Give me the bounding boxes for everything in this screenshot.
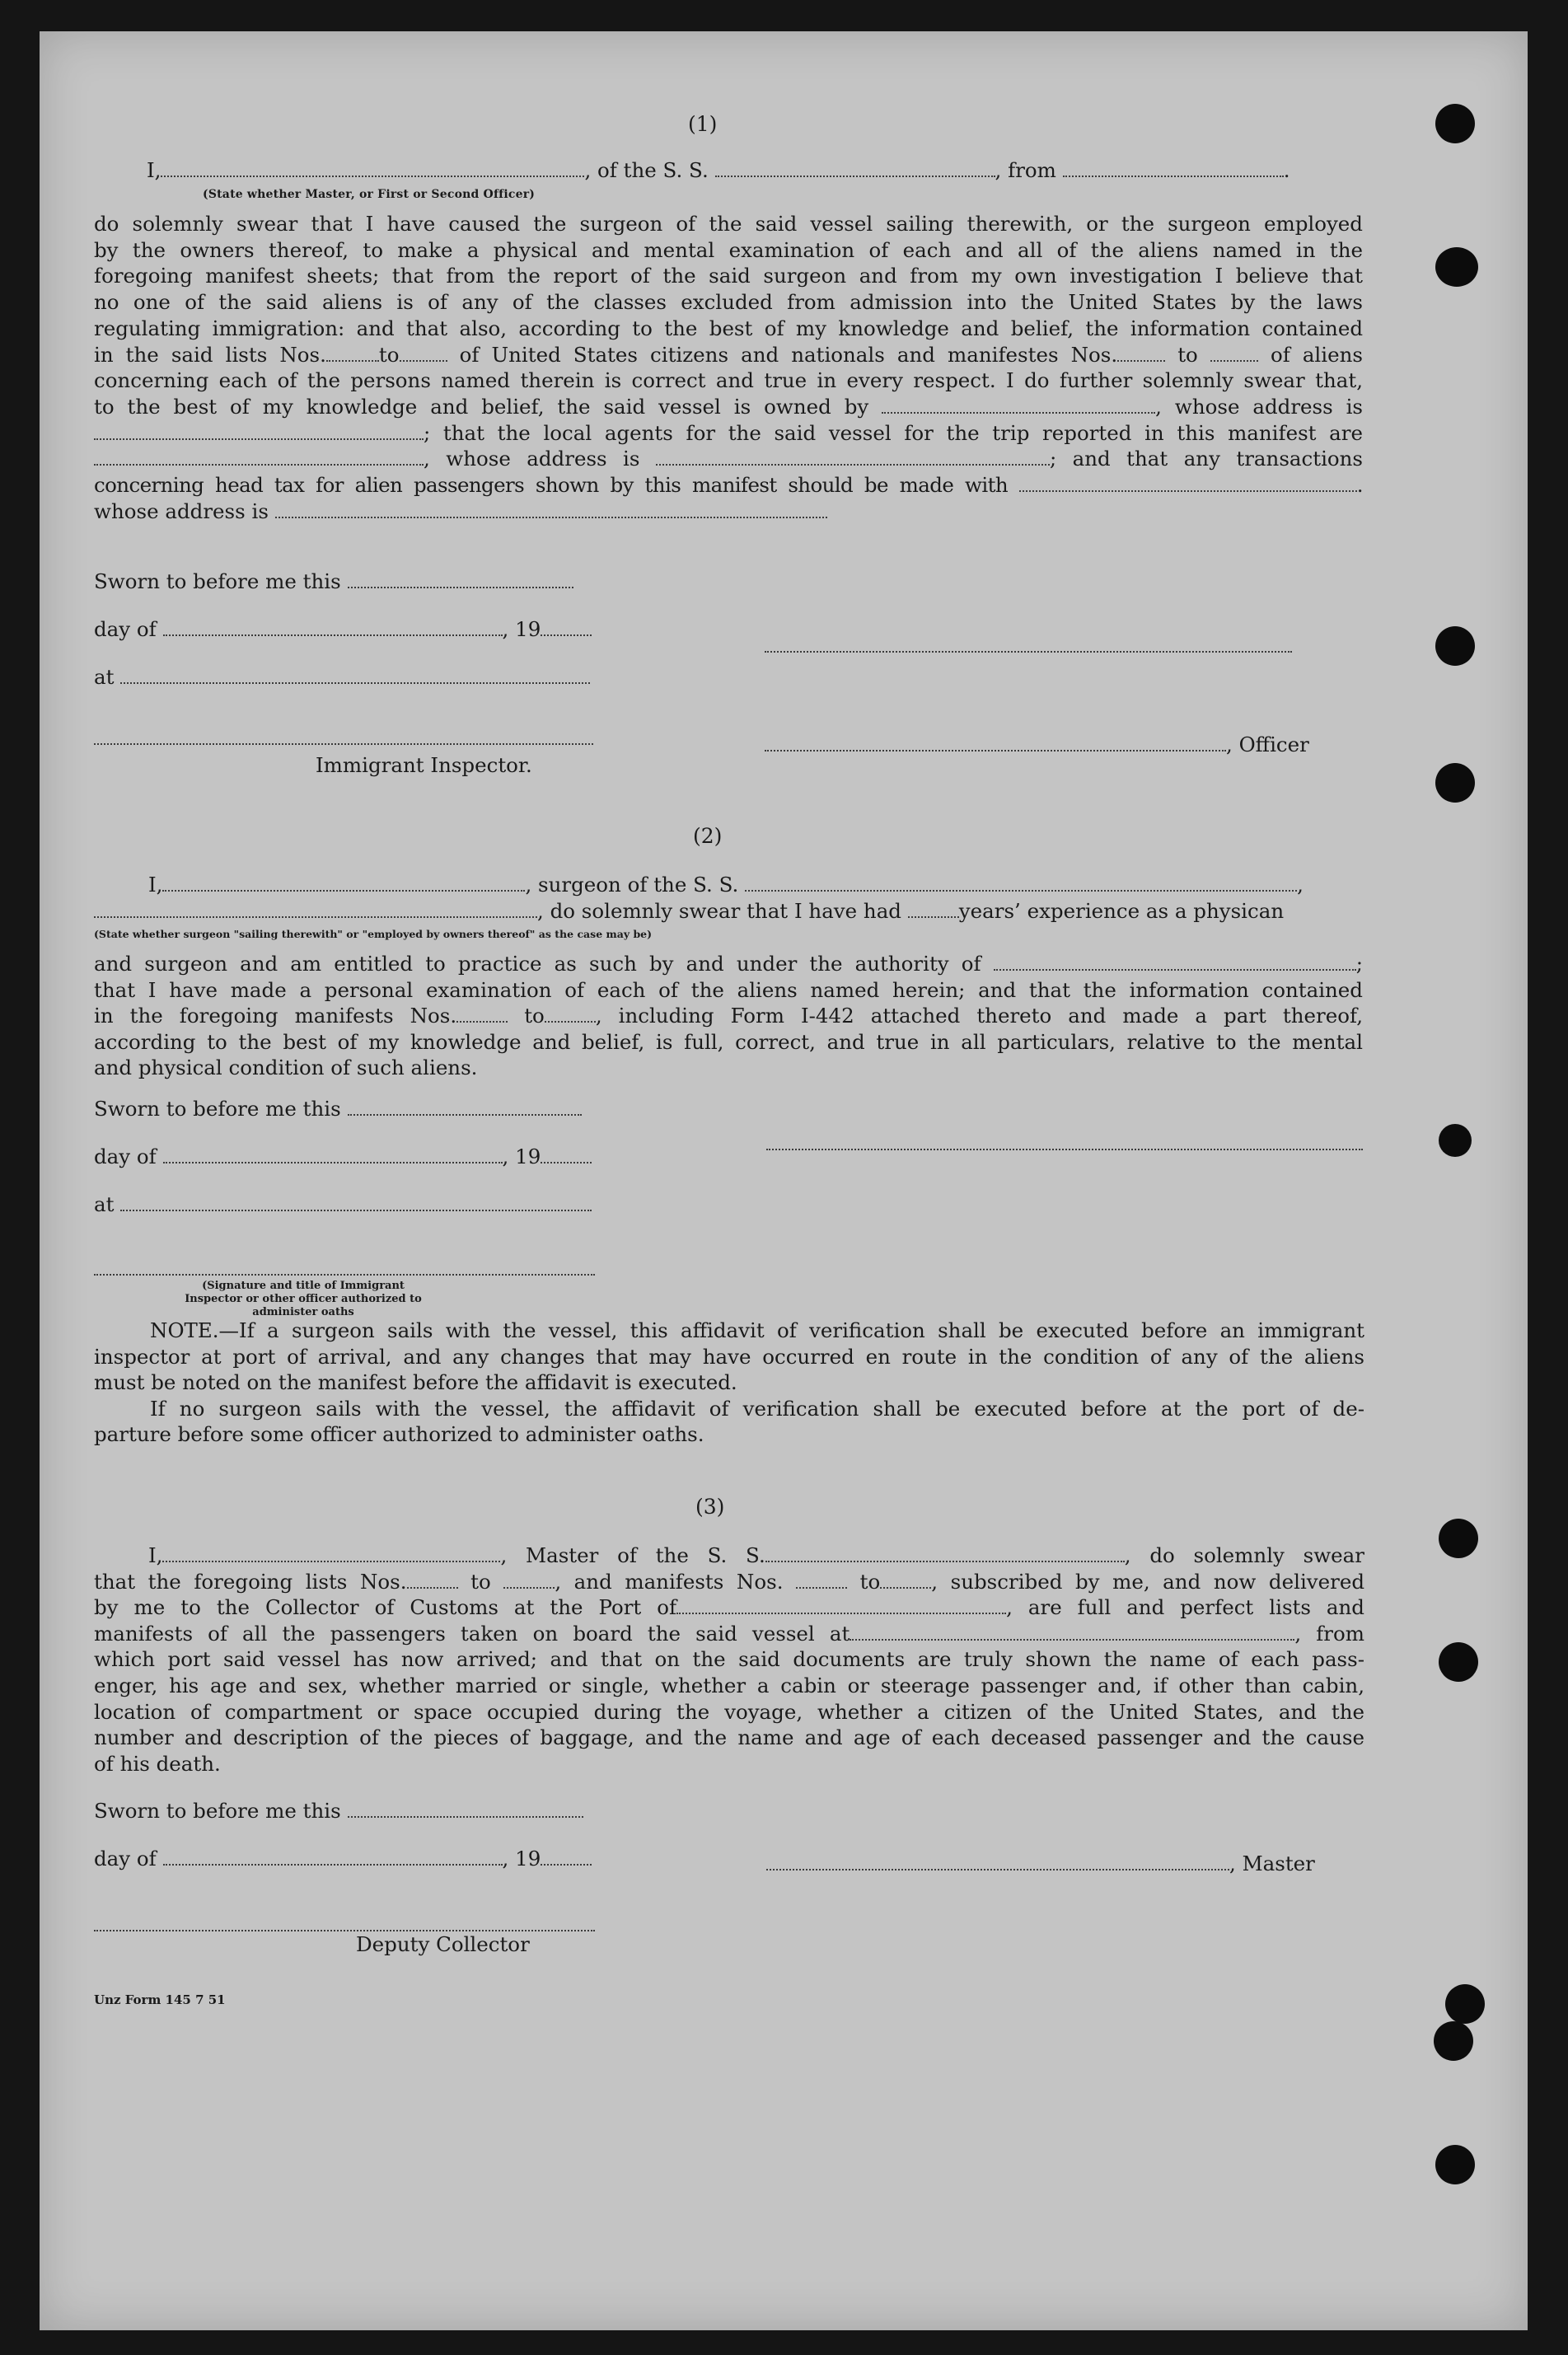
- section-3-day: [94, 1846, 592, 1872]
- para-line: number and description of the pieces of baggage, and the name and age of each deceased passenger and the cause: [94, 1725, 1364, 1750]
- text: , including Form I-442 attached thereto and made a part thereof,: [595, 1004, 1363, 1028]
- punch-hole: [1445, 1984, 1485, 2024]
- blank-master-signature[interactable]: [766, 1851, 1229, 1870]
- blank-year[interactable]: [541, 1144, 592, 1163]
- section-2-line1: [148, 872, 1304, 898]
- section-3-number: (3): [695, 1495, 725, 1519]
- para-line-authority: [94, 951, 1363, 977]
- para-line: of his death.: [94, 1751, 221, 1776]
- punch-hole: [1435, 104, 1475, 143]
- blank-sworn-day[interactable]: [348, 1096, 582, 1116]
- section-2-paragraph: [94, 951, 1363, 1081]
- punch-hole: [1435, 247, 1478, 287]
- text: .: [1356, 473, 1363, 498]
- para-line: and physical condition of such aliens.: [94, 1056, 478, 1080]
- para-line: foregoing manifest sheets; that from the report of the said surgeon and from my own investigation I believe that: [94, 264, 1363, 288]
- signature-line-officer-top[interactable]: [765, 651, 1292, 653]
- para-line-master: [94, 1543, 1364, 1569]
- blank-list-from[interactable]: [407, 1569, 458, 1589]
- section-2-sworn: [94, 1096, 582, 1122]
- text: I,: [148, 1543, 163, 1567]
- note-line: parture before some officer authorized to administer oaths.: [94, 1422, 704, 1447]
- text: to: [378, 342, 400, 367]
- blank-manifest-from[interactable]: [1117, 342, 1165, 362]
- text: , and manifests Nos.: [555, 1569, 784, 1594]
- para-line-board: [94, 1621, 1364, 1647]
- section-1-sworn: [94, 569, 573, 595]
- section-2-at: [94, 1192, 592, 1218]
- text: , of the S. S.: [584, 158, 709, 182]
- blank-year[interactable]: [541, 1846, 592, 1866]
- text: .: [1283, 158, 1290, 182]
- section-2-line2: [94, 898, 1284, 925]
- blank-list-to[interactable]: [503, 1569, 555, 1589]
- blank-manifest-to[interactable]: [1210, 342, 1258, 362]
- blank-list-from[interactable]: [326, 342, 379, 362]
- text: , Master of the S. S.: [500, 1543, 765, 1567]
- para-line: by the owners thereof, to make a physical and mental examination of each and all of the aliens named in the: [94, 237, 1363, 262]
- punch-hole: [1439, 1124, 1472, 1157]
- text: , Officer: [1226, 733, 1309, 756]
- section-1-day: [94, 616, 592, 643]
- para-line-owned: [94, 394, 1363, 420]
- note-paragraph: [94, 1318, 1364, 1448]
- section-1-caption: (State whether Master, or First or Second Officer): [203, 188, 536, 201]
- para-line-nos: [94, 342, 1363, 368]
- blank-manifest-to[interactable]: [545, 1003, 596, 1023]
- blank-manifest-to[interactable]: [880, 1569, 931, 1589]
- punch-hole: [1439, 1642, 1478, 1682]
- text: to: [524, 1004, 545, 1028]
- para-line-agents: [94, 420, 1363, 447]
- text: ;: [1355, 952, 1363, 976]
- blank-port[interactable]: [676, 1594, 1006, 1614]
- para-line: do solemnly swear that I have caused the surgeon of the said vessel sailing therewith, or the surgeon employed: [94, 212, 1363, 236]
- blank-headtax-party[interactable]: [1019, 472, 1357, 492]
- section-2-sig-caption: (Signature and title of Immigrant Inspector or other officer authorized to administer oaths: [185, 1280, 422, 1318]
- section-1-at: [94, 664, 590, 691]
- text: , 19: [502, 1145, 541, 1168]
- blank-surgeon-name[interactable]: [162, 872, 525, 892]
- section-1-number: (1): [688, 112, 718, 136]
- signature-line-inspector[interactable]: [94, 743, 593, 745]
- text: , 19: [502, 617, 541, 641]
- para-line-manifests: [94, 1003, 1363, 1029]
- blank-master-name[interactable]: [162, 1543, 500, 1562]
- note-line: NOTE.—If a surgeon sails with the vessel, this affidavit of verification shall be executed before an immigrant: [150, 1318, 1364, 1342]
- text: , surgeon of the S. S.: [525, 873, 739, 897]
- blank-surgeon-status[interactable]: [94, 898, 537, 918]
- text: at: [94, 1192, 115, 1216]
- section-3-paragraph: [94, 1543, 1364, 1777]
- blank-headtax-address[interactable]: [275, 499, 827, 518]
- section-2-caption: (State whether surgeon "sailing therewith" or "employed by owners thereof" as the case may be): [94, 928, 653, 940]
- blank-master-vessel[interactable]: [765, 1543, 1125, 1562]
- text: day of: [94, 1145, 157, 1168]
- blank-day-month[interactable]: [163, 616, 503, 636]
- para-line: enger, his age and sex, whether married or single, whether a cabin or steerage passenger and, if other than cabin,: [94, 1673, 1364, 1697]
- immigrant-inspector-label: Immigrant Inspector.: [316, 753, 532, 777]
- blank-year[interactable]: [541, 616, 592, 636]
- text: day of: [94, 1847, 157, 1870]
- text: , whose address is: [1155, 394, 1363, 419]
- text: , from: [1294, 1621, 1364, 1646]
- punch-hole: [1435, 2145, 1475, 2184]
- section-1-line-officer: [147, 157, 1290, 184]
- punch-hole: [1439, 1519, 1478, 1558]
- blank-manifest-from[interactable]: [456, 1003, 508, 1023]
- text: , do solemnly swear: [1124, 1543, 1364, 1567]
- blank-day-month[interactable]: [163, 1144, 503, 1163]
- blank-at-place[interactable]: [120, 1192, 592, 1211]
- blank-surgeon-vessel[interactable]: [745, 872, 1297, 892]
- blank-at-place[interactable]: [120, 664, 590, 684]
- text: by me to the Collector of Customs at the Port of: [94, 1595, 677, 1620]
- signature-line-deputy[interactable]: [94, 1930, 595, 1931]
- section-3-sworn: [94, 1798, 583, 1824]
- blank-agents-address[interactable]: [656, 446, 1050, 466]
- text: , do solemnly swear that I have had: [537, 899, 901, 923]
- signature-line-oath-officer[interactable]: [94, 1274, 595, 1276]
- form-sheet: [40, 31, 1528, 2330]
- para-line: according to the best of my knowledge and belief, is full, correct, and true in all particulars, relative to the mental: [94, 1029, 1363, 1054]
- para-line: concerning each of the persons named therein is correct and true in every respect. I do further solemnly swear that,: [94, 368, 1363, 393]
- note-line: must be noted on the manifest before the affidavit is executed.: [94, 1370, 737, 1395]
- text: that the foregoing lists Nos.: [94, 1569, 407, 1594]
- text: ; and that any transactions: [1049, 447, 1364, 471]
- text: ; that the local agents for the said vessel for the trip reported in this manifest are: [424, 420, 1363, 445]
- blank-manifest-from[interactable]: [796, 1569, 847, 1589]
- blank-sworn-day[interactable]: [348, 1798, 583, 1818]
- punch-hole: [1434, 2021, 1473, 2061]
- para-line: location of compartment or space occupied during the voyage, whether a citizen of the United States, and the: [94, 1699, 1364, 1724]
- blank-officer-signature[interactable]: [765, 732, 1226, 751]
- text: Sworn to before me this: [94, 1799, 341, 1823]
- para-line-whose: [94, 446, 1363, 472]
- text: , 19: [502, 1847, 541, 1870]
- blank-local-agents[interactable]: [94, 446, 424, 466]
- text: , are full and perfect lists and: [1006, 1595, 1364, 1620]
- blank-authority[interactable]: [994, 951, 1356, 971]
- text: of United States citizens and nationals and manifestes Nos.: [459, 342, 1118, 367]
- section-1-paragraph: [94, 211, 1363, 524]
- para-line: regulating immigration: and that also, according to the best of my knowledge and belief, the information contained: [94, 316, 1363, 340]
- text: , subscribed by me, and now delivered: [931, 1569, 1365, 1594]
- para-line-port: [94, 1594, 1364, 1621]
- text: Sworn to before me this: [94, 1097, 341, 1121]
- text: , from: [995, 158, 1056, 182]
- text: day of: [94, 617, 157, 641]
- text: to: [470, 1569, 491, 1594]
- signature-line-surgeon[interactable]: [766, 1149, 1363, 1150]
- section-3-master: [766, 1851, 1315, 1877]
- text: , Master: [1229, 1852, 1315, 1875]
- para-line: which port said vessel has now arrived; and that on the said documents are truly shown the name of each pass-: [94, 1647, 1364, 1672]
- blank-owner-address[interactable]: [94, 420, 424, 440]
- blank-officer-name[interactable]: [161, 157, 584, 177]
- form-number: Unz Form 145 7 51: [94, 1992, 226, 2007]
- note-line: If no surgeon sails with the vessel, the affidavit of verification shall be executed before at the port of de-: [150, 1396, 1364, 1421]
- punch-hole: [1435, 626, 1475, 666]
- blank-owner[interactable]: [882, 394, 1155, 414]
- text: manifests of all the passengers taken on board the said vessel at: [94, 1621, 850, 1646]
- text: , whose address is: [424, 447, 640, 471]
- section-2-day: [94, 1144, 592, 1170]
- text: in the said lists Nos.: [94, 342, 326, 367]
- text: I,: [148, 873, 163, 897]
- section-1-officer: [765, 732, 1309, 758]
- text: ,: [1297, 873, 1304, 897]
- para-line-headtax: [94, 472, 1363, 499]
- section-2-number: (2): [693, 824, 723, 848]
- text: of aliens: [1270, 342, 1363, 367]
- note-line: inspector at port of arrival, and any changes that may have occurred en route in the condition of any of the aliens: [94, 1344, 1364, 1369]
- para-line: that I have made a personal examination of each of the aliens named herein; and that the information contained: [94, 977, 1363, 1002]
- text: and surgeon and am entitled to practice as such by and under the authority of: [94, 952, 981, 976]
- blank-boarding-port[interactable]: [850, 1621, 1294, 1641]
- text: Sworn to before me this: [94, 569, 341, 593]
- text: I,: [147, 158, 161, 182]
- blank-day-month[interactable]: [163, 1846, 503, 1866]
- blank-list-to[interactable]: [400, 342, 447, 362]
- blank-from-port[interactable]: [1063, 157, 1284, 177]
- text: at: [94, 665, 115, 689]
- text: years’ experience as a physican: [958, 899, 1285, 923]
- text: concerning head tax for alien passengers shown by this manifest should be made with: [94, 473, 1009, 498]
- para-line: no one of the said aliens is of any of the classes excluded from admission into the United States by the laws: [94, 290, 1363, 315]
- blank-vessel-name[interactable]: [715, 157, 995, 177]
- text: to: [859, 1569, 881, 1594]
- text: to the best of my knowledge and belief, the said vessel is owned by: [94, 394, 869, 419]
- para-line-lists: [94, 1569, 1364, 1595]
- deputy-collector-label: Deputy Collector: [356, 1932, 530, 1956]
- blank-sworn-day[interactable]: [348, 569, 573, 588]
- punch-hole: [1435, 763, 1475, 803]
- text: whose address is: [94, 499, 269, 523]
- text: to: [1177, 342, 1198, 367]
- para-line-address: [94, 499, 1363, 525]
- text: in the foregoing manifests Nos.: [94, 1004, 457, 1028]
- blank-years-experience[interactable]: [908, 898, 959, 918]
